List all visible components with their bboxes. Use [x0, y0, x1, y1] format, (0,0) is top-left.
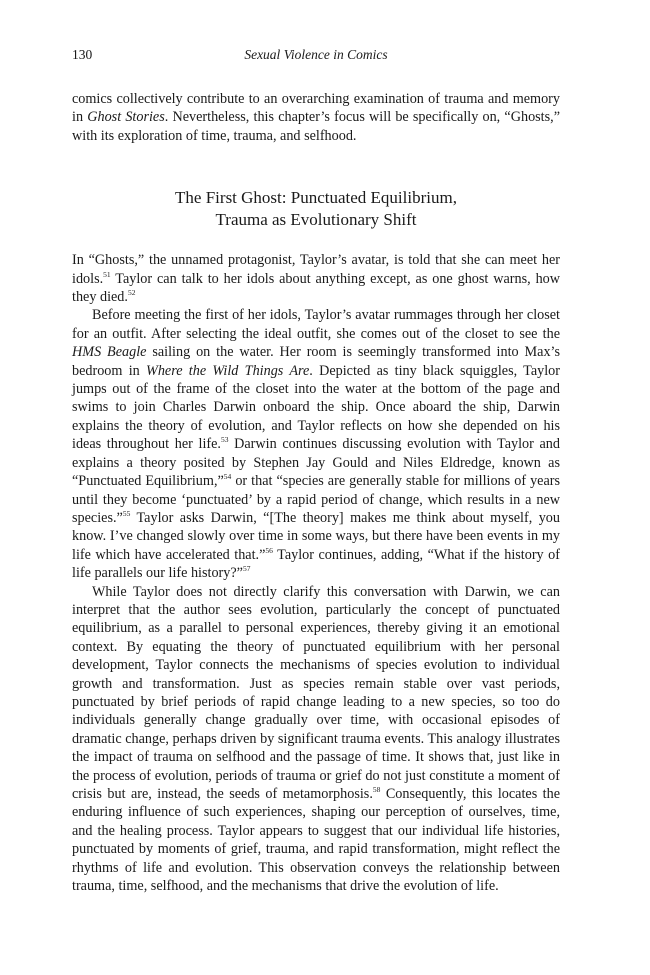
paragraph-1 — [72, 251, 560, 306]
footnote-ref: 57 — [242, 564, 251, 574]
text-run: . Depicted as tiny black squiggles, Taylor jumps out of the frame of the closet into the water at the bottom of the page and swims to join Charles Darwin onboard the ship. Once aboard the ship, Darwin explains the theory of evolution, and Taylor reflects on how she depended on his ideas throughout her life. — [72, 362, 560, 453]
heading-line-2: Trauma as Evolutionary Shift — [215, 210, 417, 230]
text-run: Before meeting the first of her idols, Taylor’s avatar rummages through her closet for an outfit. After selecting the ideal outfit, she comes out of the closet to see the — [72, 307, 560, 342]
text-run: Taylor asks Darwin, “[The theory] makes me think about myself, you know. I’ve changed slowly over time in some ways, but there have been events in my life which have accelerated that.” — [72, 509, 560, 563]
paragraph-3 — [72, 583, 560, 896]
footnote-ref: 52 — [127, 288, 136, 298]
footnote-ref: 51 — [103, 269, 111, 279]
footnote-ref: 56 — [265, 545, 273, 555]
running-title: Sexual Violence in Comics — [244, 47, 388, 62]
footnote-ref: 55 — [122, 508, 131, 518]
text-run: sailing on the water. Her room is seemingly transformed into Max’s bedroom in — [72, 344, 560, 379]
footnote-ref: 54 — [223, 472, 232, 482]
text-run: Taylor can talk to her idols about anything except, as one ghost warns, how they died. — [72, 270, 560, 306]
text-run: . Nevertheless, this chapter’s focus will be specifically on, “Ghosts,” with its exploration of time, trauma, and selfhood. — [72, 109, 560, 144]
text-run: In “Ghosts,” the unnamed protagonist, Taylor’s avatar, is told that she can meet her idols. — [72, 252, 560, 287]
footnote-ref: 53 — [220, 435, 229, 445]
footnote-ref: 58 — [372, 785, 381, 794]
text-run: Darwin continues discussing evolution with Taylor and explains a theory posited by Stephen Jay Gould and Niles Eldredge, known as “Punctuated Equilibrium,” — [72, 436, 560, 490]
text-run: While Taylor does not directly clarify this conversation with Darwin, we can interpret that the author sees evolution, particularly the concept of punctuated equilibrium, as a parallel to personal experiences, thereby giving it an emotional context. By equating the theory of punctuated equilibrium with her personal development, Taylor connects the mechanisms of species evolution to individual growth and transformation. Just as species remain stable over vast periods, punctuated by brief periods of rapid change leading to a new species, so too do individuals generally change gradually over time, with occasional episodes of dramatic change, perhaps driven by significant trauma events. This analogy illustrates the impact of trauma on selfhood and the passage of time. It shows that, just like in the process of evolution, periods of trauma or grief do not just constitute a moment of crisis but are, instead, the seeds of metamorphosis. — [72, 583, 560, 802]
text-run: or that “species are generally stable for millions of years until they become ‘punctuated’ by a rapid period of change, which results in a new species.” — [72, 473, 561, 526]
book-title: Where the Wild Things Are — [146, 362, 310, 379]
body-text — [72, 90, 560, 895]
page-number: 130 — [72, 47, 93, 62]
ship-name: HMS Beagle — [72, 344, 147, 361]
heading-line-1: The First Ghost: Punctuated Equilibrium, — [175, 188, 457, 208]
book-title: Ghost Stories — [87, 109, 165, 126]
text-run: comics collectively contribute to an overarching examination of trauma and memory in — [72, 91, 560, 126]
paragraph-continued — [72, 90, 560, 145]
running-head — [72, 47, 560, 67]
text-run: Consequently, this locates the enduring influence of such experiences, shaping our perception of ourselves, time, and the healing process. Taylor appears to suggest that our individual life histories, punctuated by moments of grief, trauma, and rapid transformation, might reflect the rhythms of life and evolution. This observation conveys the relationship between trauma, time, selfhood, and the mechanisms that drive the evolution of life. — [72, 786, 561, 895]
paragraph-2 — [72, 306, 560, 582]
text-run: Taylor continues, adding, “What if the history of life parallels our life history?” — [72, 546, 560, 582]
section-heading — [72, 187, 560, 231]
